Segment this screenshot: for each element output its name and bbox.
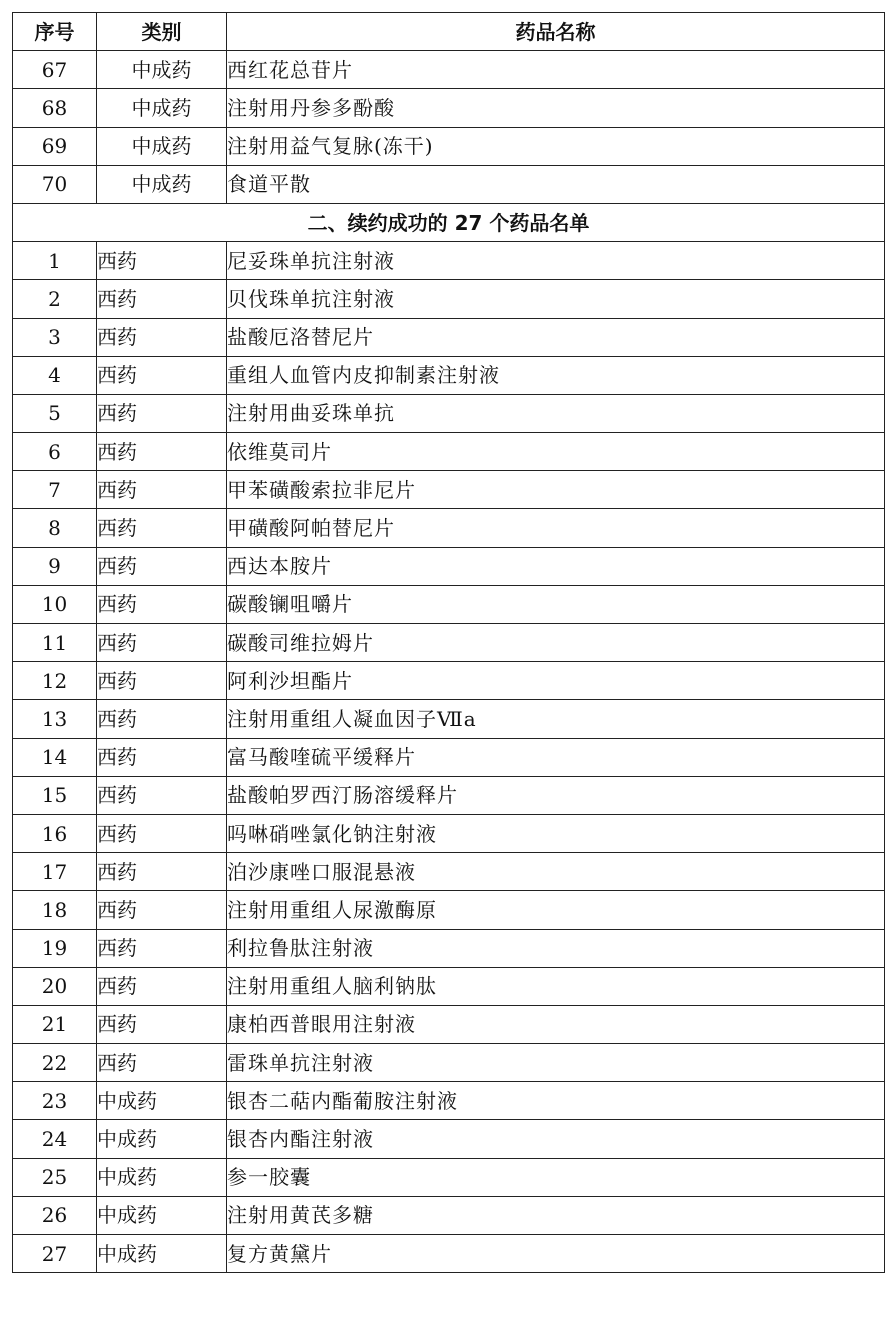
row-num: 1 bbox=[13, 242, 97, 280]
row-category: 中成药 bbox=[97, 1158, 227, 1196]
row-category: 西药 bbox=[97, 433, 227, 471]
row-category: 西药 bbox=[97, 471, 227, 509]
row-name: 康柏西普眼用注射液 bbox=[227, 1005, 885, 1043]
row-name: 参一胶囊 bbox=[227, 1158, 885, 1196]
header-name: 药品名称 bbox=[227, 13, 885, 51]
row-num: 25 bbox=[13, 1158, 97, 1196]
row-num: 24 bbox=[13, 1120, 97, 1158]
table-body bbox=[13, 51, 885, 1273]
table-row bbox=[13, 242, 885, 280]
row-name: 银杏内酯注射液 bbox=[227, 1120, 885, 1158]
table-row bbox=[13, 1082, 885, 1120]
row-category: 西药 bbox=[97, 662, 227, 700]
section-title: 二、续约成功的 27 个药品名单 bbox=[13, 203, 885, 241]
row-category: 西药 bbox=[97, 394, 227, 432]
row-name: 富马酸喹硫平缓释片 bbox=[227, 738, 885, 776]
row-category: 西药 bbox=[97, 776, 227, 814]
table-row bbox=[13, 356, 885, 394]
row-num: 12 bbox=[13, 662, 97, 700]
row-name: 注射用重组人凝血因子Ⅶa bbox=[227, 700, 885, 738]
table-row bbox=[13, 853, 885, 891]
row-num: 17 bbox=[13, 853, 97, 891]
row-num: 13 bbox=[13, 700, 97, 738]
table-row bbox=[13, 1196, 885, 1234]
row-num: 23 bbox=[13, 1082, 97, 1120]
row-name: 雷珠单抗注射液 bbox=[227, 1044, 885, 1082]
row-category: 西药 bbox=[97, 585, 227, 623]
row-name: 碳酸镧咀嚼片 bbox=[227, 585, 885, 623]
row-category: 中成药 bbox=[97, 1196, 227, 1234]
row-num: 16 bbox=[13, 814, 97, 852]
row-num: 3 bbox=[13, 318, 97, 356]
table-row bbox=[13, 394, 885, 432]
row-category: 中成药 bbox=[97, 127, 227, 165]
table-row bbox=[13, 929, 885, 967]
row-category: 中成药 bbox=[97, 1082, 227, 1120]
table-row bbox=[13, 1158, 885, 1196]
row-name: 复方黄黛片 bbox=[227, 1235, 885, 1273]
row-num: 11 bbox=[13, 624, 97, 662]
row-category: 中成药 bbox=[97, 1235, 227, 1273]
row-name: 注射用重组人尿激酶原 bbox=[227, 891, 885, 929]
row-name: 阿利沙坦酯片 bbox=[227, 662, 885, 700]
row-num: 21 bbox=[13, 1005, 97, 1043]
row-name: 注射用黄芪多糖 bbox=[227, 1196, 885, 1234]
row-num: 14 bbox=[13, 738, 97, 776]
row-category: 西药 bbox=[97, 853, 227, 891]
table-header-row bbox=[13, 13, 885, 51]
row-name: 食道平散 bbox=[227, 165, 885, 203]
row-category: 西药 bbox=[97, 318, 227, 356]
row-category: 西药 bbox=[97, 738, 227, 776]
row-category: 中成药 bbox=[97, 89, 227, 127]
table-row bbox=[13, 1235, 885, 1273]
row-category: 西药 bbox=[97, 700, 227, 738]
row-category: 西药 bbox=[97, 242, 227, 280]
row-name: 西达本胺片 bbox=[227, 547, 885, 585]
table-row bbox=[13, 1044, 885, 1082]
table-row bbox=[13, 967, 885, 1005]
table-row bbox=[13, 662, 885, 700]
row-category: 西药 bbox=[97, 967, 227, 1005]
table-row bbox=[13, 280, 885, 318]
row-category: 西药 bbox=[97, 1005, 227, 1043]
row-name: 盐酸帕罗西汀肠溶缓释片 bbox=[227, 776, 885, 814]
row-num: 10 bbox=[13, 585, 97, 623]
table-row bbox=[13, 814, 885, 852]
row-num: 70 bbox=[13, 165, 97, 203]
row-name: 贝伐珠单抗注射液 bbox=[227, 280, 885, 318]
row-category: 西药 bbox=[97, 509, 227, 547]
table-row bbox=[13, 433, 885, 471]
row-num: 68 bbox=[13, 89, 97, 127]
row-name: 泊沙康唑口服混悬液 bbox=[227, 853, 885, 891]
table-row bbox=[13, 776, 885, 814]
table-row bbox=[13, 509, 885, 547]
row-name: 注射用重组人脑利钠肽 bbox=[227, 967, 885, 1005]
table-row bbox=[13, 318, 885, 356]
row-category: 西药 bbox=[97, 356, 227, 394]
row-name: 吗啉硝唑氯化钠注射液 bbox=[227, 814, 885, 852]
table-row bbox=[13, 1120, 885, 1158]
row-category: 中成药 bbox=[97, 1120, 227, 1158]
row-name: 注射用益气复脉(冻干) bbox=[227, 127, 885, 165]
row-num: 6 bbox=[13, 433, 97, 471]
row-category: 中成药 bbox=[97, 165, 227, 203]
row-num: 4 bbox=[13, 356, 97, 394]
row-name: 碳酸司维拉姆片 bbox=[227, 624, 885, 662]
table-row bbox=[13, 700, 885, 738]
table-row bbox=[13, 165, 885, 203]
row-category: 西药 bbox=[97, 891, 227, 929]
row-name: 注射用丹参多酚酸 bbox=[227, 89, 885, 127]
row-num: 69 bbox=[13, 127, 97, 165]
row-num: 15 bbox=[13, 776, 97, 814]
row-num: 22 bbox=[13, 1044, 97, 1082]
row-name: 西红花总苷片 bbox=[227, 51, 885, 89]
row-category: 西药 bbox=[97, 1044, 227, 1082]
row-num: 8 bbox=[13, 509, 97, 547]
row-num: 26 bbox=[13, 1196, 97, 1234]
table-row bbox=[13, 585, 885, 623]
table-row bbox=[13, 738, 885, 776]
row-name: 尼妥珠单抗注射液 bbox=[227, 242, 885, 280]
row-category: 西药 bbox=[97, 624, 227, 662]
row-category: 西药 bbox=[97, 814, 227, 852]
row-name: 盐酸厄洛替尼片 bbox=[227, 318, 885, 356]
row-category: 西药 bbox=[97, 280, 227, 318]
row-name: 依维莫司片 bbox=[227, 433, 885, 471]
table-row bbox=[13, 547, 885, 585]
row-num: 19 bbox=[13, 929, 97, 967]
row-num: 27 bbox=[13, 1235, 97, 1273]
row-category: 西药 bbox=[97, 929, 227, 967]
row-num: 2 bbox=[13, 280, 97, 318]
table-row bbox=[13, 89, 885, 127]
table-row bbox=[13, 471, 885, 509]
row-name: 甲苯磺酸索拉非尼片 bbox=[227, 471, 885, 509]
section-row bbox=[13, 203, 885, 241]
row-num: 20 bbox=[13, 967, 97, 1005]
row-num: 67 bbox=[13, 51, 97, 89]
row-name: 银杏二萜内酯葡胺注射液 bbox=[227, 1082, 885, 1120]
table-row bbox=[13, 624, 885, 662]
table-row bbox=[13, 51, 885, 89]
table-row bbox=[13, 1005, 885, 1043]
row-name: 利拉鲁肽注射液 bbox=[227, 929, 885, 967]
row-num: 7 bbox=[13, 471, 97, 509]
row-name: 重组人血管内皮抑制素注射液 bbox=[227, 356, 885, 394]
row-category: 中成药 bbox=[97, 51, 227, 89]
row-num: 9 bbox=[13, 547, 97, 585]
header-num: 序号 bbox=[13, 13, 97, 51]
drug-list-table bbox=[12, 12, 885, 1273]
row-name: 甲磺酸阿帕替尼片 bbox=[227, 509, 885, 547]
row-num: 5 bbox=[13, 394, 97, 432]
table-row bbox=[13, 891, 885, 929]
row-name: 注射用曲妥珠单抗 bbox=[227, 394, 885, 432]
table-row bbox=[13, 127, 885, 165]
row-category: 西药 bbox=[97, 547, 227, 585]
row-num: 18 bbox=[13, 891, 97, 929]
header-category: 类别 bbox=[97, 13, 227, 51]
